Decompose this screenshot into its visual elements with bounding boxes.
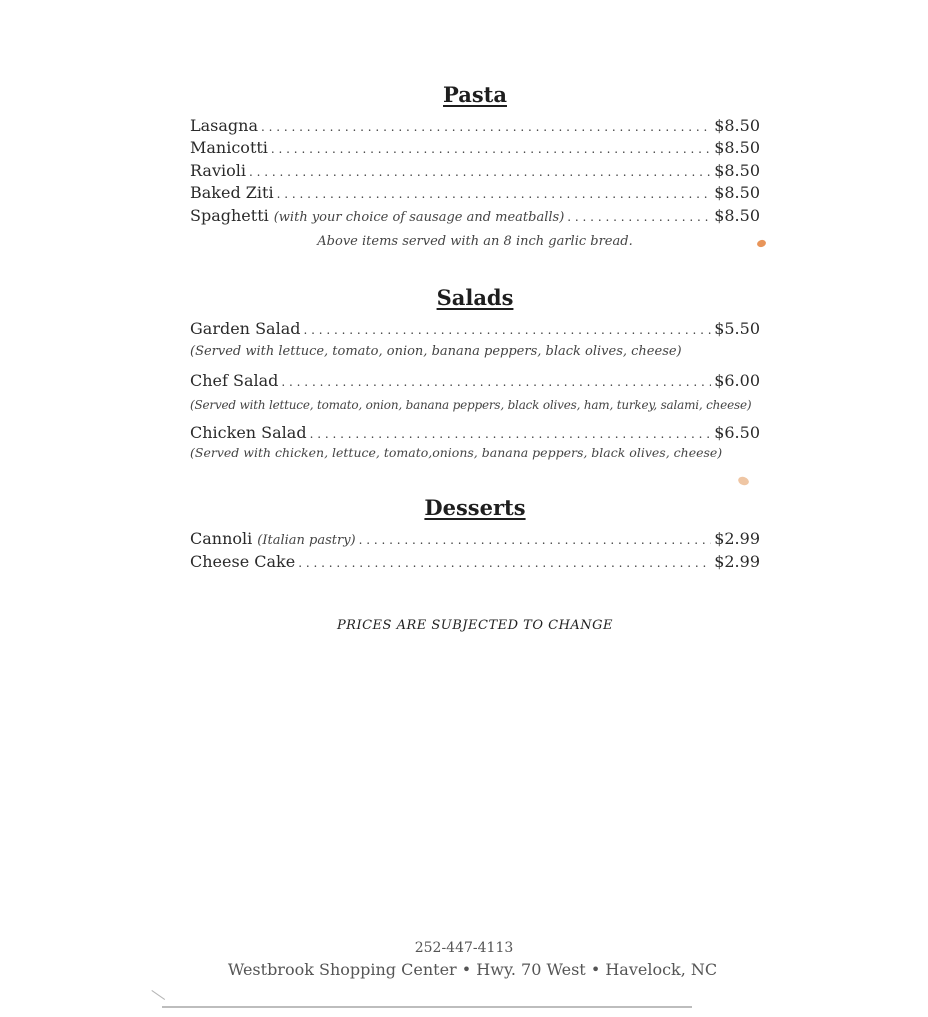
item-name: Chicken Salad xyxy=(190,423,307,442)
item-price: $8.50 xyxy=(714,161,760,180)
dot-leader xyxy=(298,552,711,574)
item-description: (Served with chicken, lettuce, tomato,onions, banana peppers, black olives, cheese) xyxy=(190,445,723,460)
item-name: Spaghetti xyxy=(190,206,269,225)
item-price: $8.50 xyxy=(714,116,760,135)
paper-edge xyxy=(162,1006,692,1008)
dot-leader xyxy=(277,183,712,205)
item-price: $2.99 xyxy=(714,529,760,548)
item-price: $6.50 xyxy=(714,423,760,442)
item-description: (Served with lettuce, tomato, onion, banana peppers, black olives, ham, turkey, salami, cheese) xyxy=(190,398,752,412)
item-name: Manicotti xyxy=(190,138,268,157)
footer-address: Westbrook Shopping Center • Hwy. 70 West • Havelock, NC xyxy=(227,960,718,979)
menu-item-baked-ziti xyxy=(190,182,760,204)
item-name: Baked Ziti xyxy=(190,183,274,202)
menu-item-manicotti xyxy=(190,137,760,159)
dot-leader xyxy=(567,206,711,228)
item-name: Cannoli xyxy=(190,529,253,548)
item-note: (Italian pastry) xyxy=(257,533,356,548)
menu-item-cheese-cake xyxy=(190,551,760,573)
item-name: Cheese Cake xyxy=(190,552,296,571)
dot-leader xyxy=(261,116,711,138)
section-title-salads: Salads xyxy=(436,285,514,310)
dot-leader xyxy=(271,138,711,160)
item-name: Lasagna xyxy=(190,116,258,135)
item-price: $8.50 xyxy=(714,138,760,157)
dot-leader xyxy=(303,319,711,341)
menu-item-cannoli xyxy=(190,528,760,550)
item-price: $5.50 xyxy=(714,319,760,338)
item-price: $8.50 xyxy=(714,206,760,225)
menu-item-ravioli xyxy=(190,160,760,182)
sauce-stain xyxy=(756,239,767,249)
item-name: Ravioli xyxy=(190,161,246,180)
pasta-footnote: Above items served with an 8 inch garlic bread. xyxy=(317,234,633,249)
item-note: (with your choice of sausage and meatballs) xyxy=(273,210,565,225)
dot-leader xyxy=(249,161,711,183)
item-price: $2.99 xyxy=(714,552,760,571)
menu-item-lasagna xyxy=(190,115,760,137)
dot-leader xyxy=(359,529,712,551)
dot-leader xyxy=(281,371,711,393)
dot-leader xyxy=(310,423,712,445)
section-title-pasta: Pasta xyxy=(443,82,507,107)
footer-phone: 252-447-4113 xyxy=(414,940,514,956)
sauce-stain xyxy=(737,475,750,486)
menu-item-spaghetti xyxy=(190,205,760,227)
item-price: $6.00 xyxy=(714,371,760,390)
item-description: (Served with lettuce, tomato, onion, banana peppers, black olives, cheese) xyxy=(190,344,682,359)
menu-item-chicken-salad xyxy=(190,422,760,444)
paper-edge xyxy=(151,990,165,1000)
menu-item-garden-salad xyxy=(190,318,760,340)
section-title-desserts: Desserts xyxy=(424,495,526,520)
price-change-notice: PRICES ARE SUBJECTED TO CHANGE xyxy=(336,618,614,633)
item-name: Garden Salad xyxy=(190,319,301,338)
item-price: $8.50 xyxy=(714,183,760,202)
item-name: Chef Salad xyxy=(190,371,279,390)
menu-item-chef-salad xyxy=(190,370,760,392)
